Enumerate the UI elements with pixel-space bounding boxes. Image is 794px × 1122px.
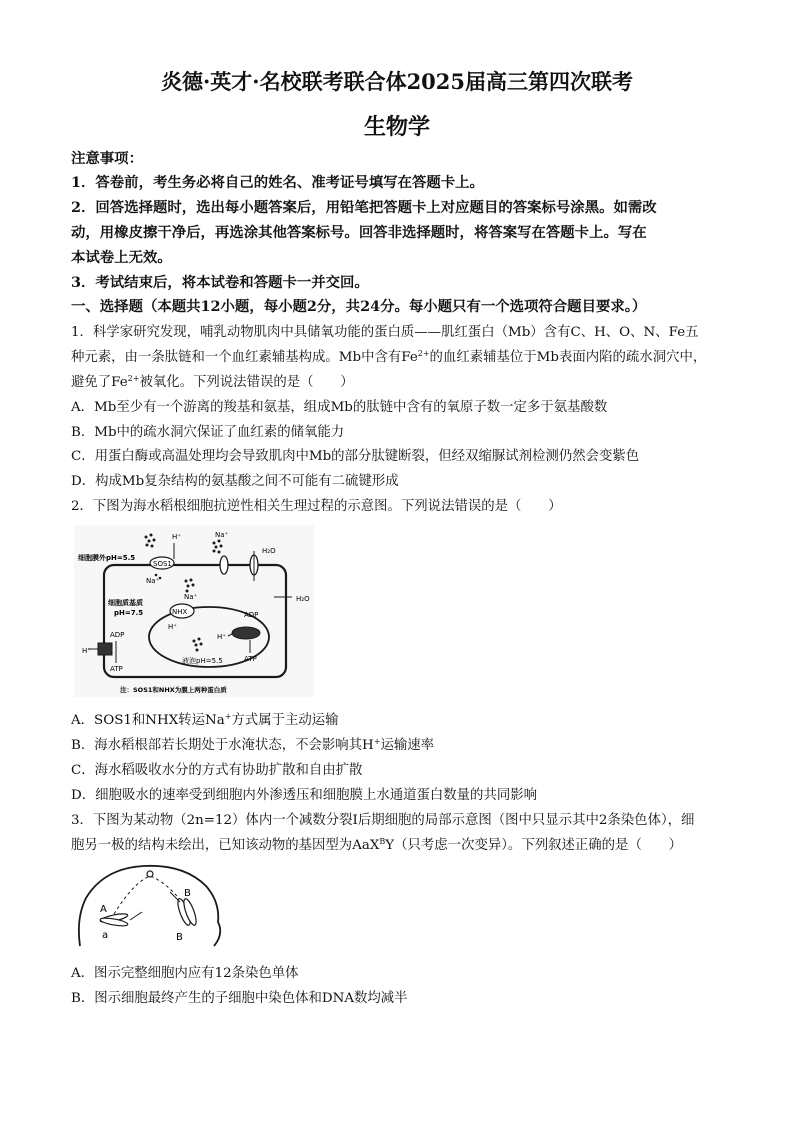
svg-text:ADP: ADP [244,611,259,619]
q3-stem-line-1: 3．下图为某动物（2n=12）体内一个减数分裂Ⅰ后期细胞的局部示意图（图中只显示其中2条染色体），细 [71,813,695,828]
q3-option-a: A．图示完整细胞内应有12条染色单体 [71,966,299,981]
q1-option-d: D．构成Mb复杂结构的氨基酸之间不可能有二硫键形成 [71,474,399,489]
q2-option-b: B．海水稻根部若长期处于水淹状态，不会影响其H+运输速率 [71,737,434,753]
note-line-2: 2．回答选择题时，选出每小题答案后，用铅笔把答题卡上对应题目的答案标号涂黑。如需改 [71,199,657,216]
q1-stem-line-1: 1．科学家研究发现，哺乳动物肌肉中具储氧功能的蛋白质——肌红蛋白（Mb）含有C、H、O、N、Fe五 [71,325,699,340]
q1-option-b: B．Mb中的疏水洞穴保证了血红素的储氧能力 [71,425,345,440]
q3-stem-line-2: 胞另一极的结构未绘出，已知该动物的基因型为AaX$^B$Y（只考虑一次变异）。下列叙述正确的是（ ） [71,837,683,853]
svg-text:H⁺: H⁺ [82,647,91,655]
note-line-4: 本试卷上无效。 [71,249,172,266]
svg-text:B: B [184,888,191,899]
notes-heading: 注意事项： [71,150,143,167]
svg-text:ADP: ADP [110,631,125,639]
svg-text:细胞质基质: 细胞质基质 [108,599,143,607]
note-line-3: 动，用橡皮擦干净后，再选涂其他答案标号。回答非选择题时，将答案写在答题卡上。写在 [71,224,647,241]
svg-text:ATP: ATP [244,655,257,663]
svg-text:H₂O: H₂O [262,547,276,555]
svg-text:H₂O: H₂O [296,595,310,603]
svg-text:注：SOS1和NHX为膜上两种蛋白质: 注：SOS1和NHX为膜上两种蛋白质 [120,686,227,694]
q2-option-d: D．细胞吸水的速率受到细胞内外渗透压和细胞膜上水通道蛋白数量的共同影响 [71,788,538,803]
svg-text:细胞膜外pH=5.5: 细胞膜外pH=5.5 [78,554,136,562]
svg-text:Na⁺: Na⁺ [146,577,160,585]
svg-text:液泡pH=5.5: 液泡pH=5.5 [182,657,223,665]
q1-option-a: A．Mb至少有一个游离的羧基和氨基，组成Mb的肽链中含有的氧原子数一定多于氨基酸数 [71,400,608,415]
svg-text:SOS1: SOS1 [153,560,172,568]
section-heading: 一、选择题（本题共12小题，每小题2分，共24分。每小题只有一个选项符合题目要求。） [71,298,647,315]
q2-option-a: A．SOS1和NHX转运Na+方式属于主动运输 [71,712,339,728]
note-line-5: 3．考试结束后，将本试卷和答题卡一并交回。 [71,274,369,291]
exam-title: 炎德·英才·名校联考联合体2025届高三第四次联考 [160,69,634,94]
note-line-1: 1．答卷前，考生务必将自己的姓名、准考证号填写在答题卡上。 [71,174,484,191]
svg-text:H⁺: H⁺ [168,623,177,631]
q2-cell-diagram [74,525,314,697]
q3-option-b: B．图示细胞最终产生的子细胞中染色体和DNA数均减半 [71,991,408,1006]
q1-stem-line-2: 种元素，由一条肽链和一个血红素辅基构成。Mb中含有$Fe^{2+}$的血红素辅基位于Mb表面内陷的疏水洞穴中， [71,349,707,365]
svg-text:Na⁺: Na⁺ [215,531,229,539]
svg-text:ATP: ATP [110,665,123,673]
svg-text:A: A [100,904,107,915]
svg-text:H⁺: H⁺ [172,533,181,541]
q2-stem: 2．下图为海水稻根细胞抗逆性相关生理过程的示意图。下列说法错误的是（ ） [71,499,562,514]
svg-text:H⁺: H⁺ [217,633,226,641]
q1-stem-line-3: 避免了$Fe^{2+}$被氧化。下列说法错误的是（ ） [71,374,354,390]
svg-text:B: B [176,932,183,943]
q3-meiosis-diagram [74,862,234,952]
svg-text:a: a [102,930,109,941]
subject-title: 生物学 [363,114,430,140]
q2-option-c: C．海水稻吸收水分的方式有协助扩散和自由扩散 [71,763,363,778]
svg-text:pH=7.5: pH=7.5 [114,609,144,617]
q1-option-c: C．用蛋白酶或高温处理均会导致肌肉中Mb的部分肽键断裂，但经双缩脲试剂检测仍然会变紫色 [71,449,640,464]
svg-text:NHX: NHX [172,608,188,616]
svg-text:Na⁺: Na⁺ [184,593,198,601]
